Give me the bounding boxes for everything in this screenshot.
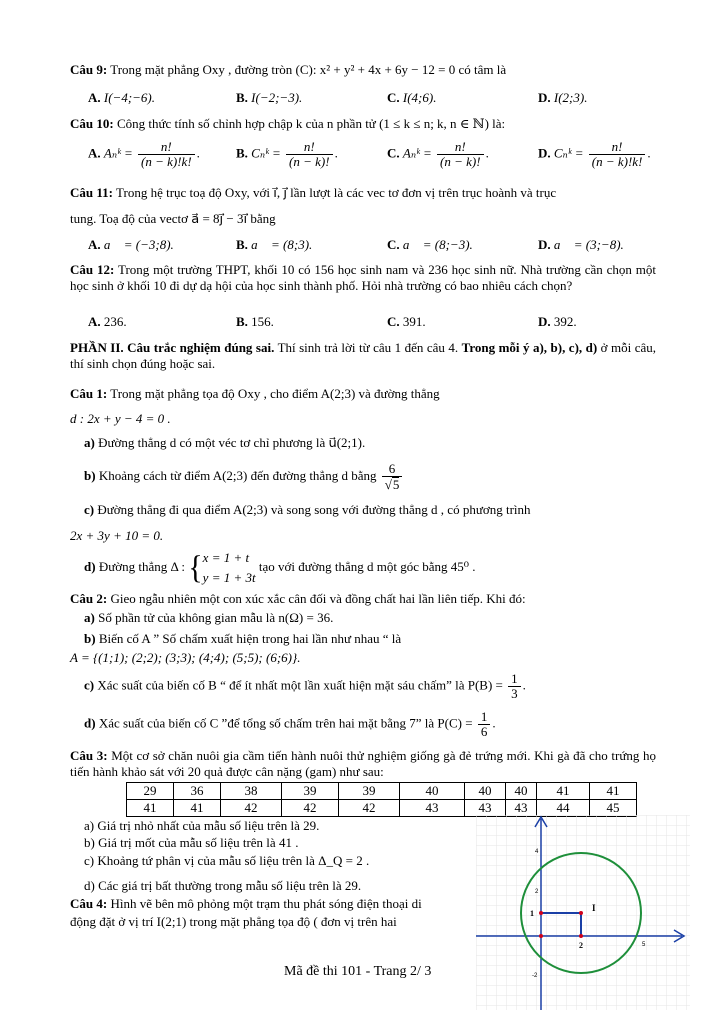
- p2-q1-item-c-line2: 2x + 3y + 10 = 0.: [70, 528, 164, 543]
- table-row: 41 41 42 42 42 43 43 43 44 45: [127, 800, 637, 817]
- q11-option-c: C. a⃗ = (8;−3).: [387, 237, 473, 252]
- p2-q1-item-c: c) Đường thẳng đi qua điểm A(2;3) và song song với đường thẳng d , có phương trình: [84, 502, 531, 517]
- p2-q3-item-c: c) Khoảng tứ phân vị của mẫu số liệu trên là Δ_Q = 2 .: [84, 853, 370, 868]
- question-11-line2: tung. Toạ độ của vectơ a⃗ = 8j⃗ − 3i⃗ bằng: [70, 211, 276, 226]
- tick-y2: 2: [535, 889, 539, 895]
- question-label: Câu 3:: [70, 748, 108, 763]
- question-text: Một cơ sở chăn nuôi gia cầm tiến hành nuôi thử nghiệm giống gà đẻ trứng mới. Khi gà đã cho trứng họ tiến hành khảo sát với 20 quả được cân nặng (gam) như sau:: [70, 748, 657, 779]
- q9-option-a: A. I(−4;−6).: [88, 90, 156, 105]
- page-footer: Mã đề thi 101 - Trang 2/ 3: [284, 964, 432, 979]
- tick-yneg2: -2: [532, 973, 538, 979]
- q11-option-a: A. a⃗ = (−3;8).: [88, 237, 174, 252]
- center-label: I: [592, 903, 596, 913]
- q9-option-b: B. I(−2;−3).: [236, 90, 303, 105]
- q11-option-b: B. a⃗ = (8;3).: [236, 237, 313, 252]
- q9-option-c: C. I(4;6).: [387, 90, 437, 105]
- question-text: Trong một trường THPT, khối 10 có 156 học sinh nam và 236 học sinh nữ. Nhà trường cần chọn một học sinh ở khối 10 đi dự dạ hội của học sinh thành phố. Hỏi nhà trường có bao nhiêu cách chọn?: [70, 262, 657, 293]
- question-label: Câu 9:: [70, 62, 108, 77]
- q10-option-a: A. Aₙᵏ = $\frac{n!}{(n - k)!k!}$ .: [88, 139, 200, 169]
- p2-q1-item-b: b) Khoảng cách từ điểm A(2;3) đến đường thẳng d bằng $\frac{6}{√5}$: [84, 462, 404, 492]
- question-9: [70, 62, 506, 78]
- question-text: Trong hệ trục toạ độ Oxy, với i⃗, j⃗ lần lượt là các vec tơ đơn vị trên trục hoành và trục: [116, 185, 557, 200]
- question-text: Trong mặt phẳng tọa độ Oxy , cho điểm A(2;3) và đường thẳng: [110, 386, 440, 401]
- question-label: Câu 10:: [70, 116, 114, 131]
- q12-option-c: C. 391.: [387, 314, 426, 329]
- q11-option-d: D. a⃗ = (3;−8).: [538, 237, 624, 252]
- question-12: [70, 262, 656, 294]
- table-row: 29 36 38 39 39 40 40 40 41 41: [127, 783, 637, 800]
- question-label: Câu 2:: [70, 591, 108, 606]
- question-10: [70, 116, 505, 132]
- p2-question-4-line2: động đặt ở vị trí I(2;1) trong mặt phẳng tọa độ ( đơn vị trên hai: [70, 914, 397, 929]
- grid-background: [476, 815, 690, 1010]
- p2-question-1: [70, 386, 440, 402]
- p2-q3-item-a: a) Giá trị nhỏ nhất của mẫu số liệu trên là 29.: [84, 818, 320, 833]
- question-11: [70, 185, 556, 201]
- tick-x5: 5: [642, 942, 646, 948]
- question-label: Câu 11:: [70, 185, 113, 200]
- q9-option-d: D. I(2;3).: [538, 90, 588, 105]
- p2-question-2: [70, 591, 526, 607]
- q12-option-b: B. 156.: [236, 314, 274, 329]
- q10-option-c: C. Aₙᵏ = $\frac{n!}{(n - k)!}$ .: [387, 139, 489, 169]
- p2-q1-item-d: d) Đường thẳng Δ : { x = 1 + t y = 1 + 3t tạo với đường thẳng d một góc bằng 45⁰ .: [84, 549, 476, 586]
- p2-q2-item-d: d) Xác suất của biến cố C ”để tổng số chấm trên hai mặt bằng 7” là P(C) = $\frac{1}{6}$ .: [84, 709, 496, 739]
- p2-q2-item-c: c) Xác suất của biến cố B “ để ít nhất một lần xuất hiện mặt sáu chấm” là P(B) = $\frac{1}{3}$ .: [84, 671, 526, 701]
- question-label: Câu 1:: [70, 386, 108, 401]
- q10-option-b: B. Cₙᵏ = $\frac{n!}{(n - k)!}$ .: [236, 139, 338, 169]
- p2-q1-line2: d : 2x + y − 4 = 0 .: [70, 411, 171, 426]
- point-origin: [539, 934, 543, 938]
- point-y1: [539, 911, 543, 915]
- p2-q2-item-b-line2: A = {(1;1); (2;2); (3;3); (4;4); (5;5); (6;6)}.: [70, 650, 301, 665]
- tick-y1: 1: [530, 909, 534, 918]
- p2-q2-item-a: a) Số phần tử của không gian mẫu là n(Ω) = 36.: [84, 610, 334, 625]
- point-x2: [579, 934, 583, 938]
- data-table: [126, 782, 637, 817]
- question-text: Công thức tính số chỉnh hợp chập k của n phần tử (1 ≤ k ≤ n; k, n ∈ ℕ) là:: [116, 116, 506, 131]
- point-i: [579, 911, 583, 915]
- question-text: Gieo ngẫu nhiên một con xúc xắc cân đối và đồng chất hai lần liên tiếp. Khi đó:: [110, 591, 526, 606]
- p2-question-4: [70, 896, 422, 912]
- p2-q3-item-b: b) Giá trị mốt của mẫu số liệu trên là 41 .: [84, 835, 299, 850]
- p2-q1-item-a: a) Đường thẳng d có một véc tơ chỉ phương là u⃗(2;1).: [84, 435, 366, 450]
- q10-option-d: D. Cₙᵏ = $\frac{n!}{(n - k)!k!}$ .: [538, 139, 651, 169]
- p2-question-3: [70, 748, 656, 780]
- coordinate-figure: [476, 815, 690, 1010]
- question-label: Câu 4:: [70, 896, 108, 911]
- question-text: Trong mặt phẳng Oxy , đường tròn (C): x² + y² + 4x + 6y − 12 = 0 có tâm là: [110, 62, 507, 77]
- part-2-heading: PHẦN II. Câu trắc nghiệm đúng sai. Thí sinh trả lời từ câu 1 đến câu 4. Trong mỗi ý a), b), c), d) ở mỗi câu, thí sinh chọn đúng hoặc sai.: [70, 340, 657, 371]
- q12-option-d: D. 392.: [538, 314, 577, 329]
- tick-x2: 2: [579, 941, 583, 950]
- question-label: Câu 12:: [70, 262, 115, 277]
- question-text: Hình vẽ bên mô phỏng một trạm thu phát sóng điện thoại di: [110, 896, 422, 911]
- tick-y4: 4: [535, 849, 539, 855]
- p2-q2-item-b: b) Biến cố A ” Số chấm xuất hiện trong hai lần như nhau “ là: [84, 631, 402, 646]
- q12-option-a: A. 236.: [88, 314, 127, 329]
- p2-q3-item-d: d) Các giá trị bất thường trong mẫu số liệu trên là 29.: [84, 878, 362, 893]
